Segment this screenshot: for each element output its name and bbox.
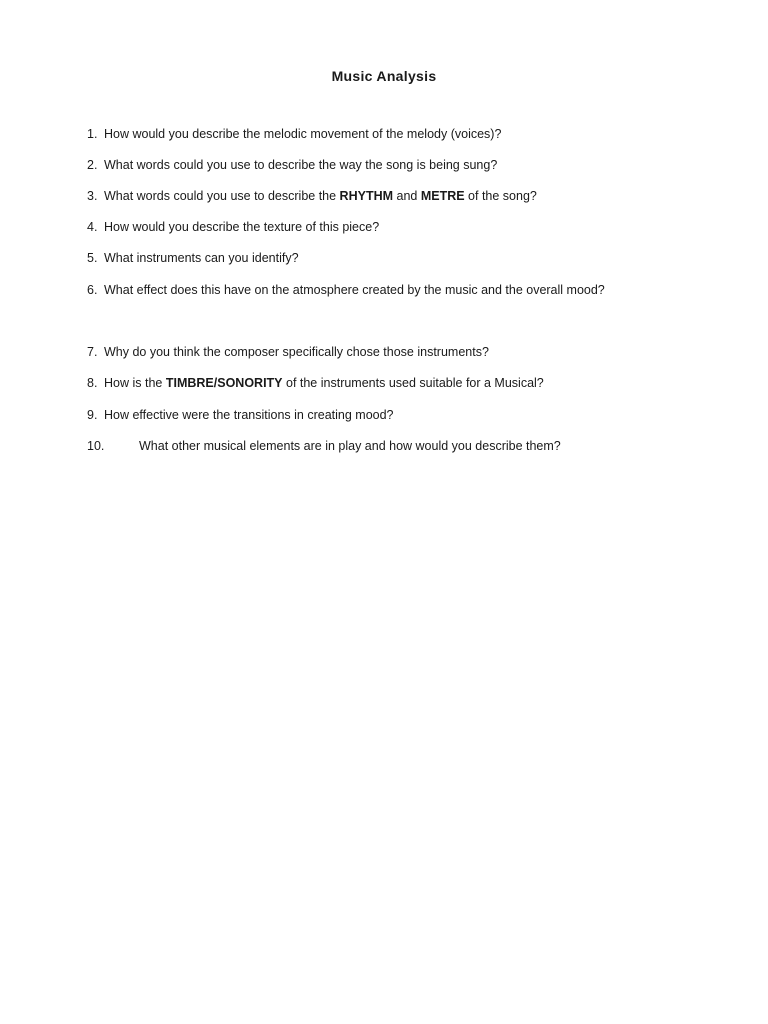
question-number: 8. xyxy=(87,376,98,390)
question-emphasis: METRE xyxy=(420,189,465,203)
question-text: of the instruments used suitable for a Musical? xyxy=(282,376,544,390)
question-emphasis: RHYTHM xyxy=(339,189,394,203)
question-number: 2. xyxy=(87,158,98,172)
question-item xyxy=(87,282,605,298)
document-title: Music Analysis xyxy=(331,68,437,84)
question-number: 4. xyxy=(87,220,98,234)
question-item xyxy=(87,157,497,173)
question-text: What effect does this have on the atmosphere created by the music and the overall mood? xyxy=(104,283,605,297)
question-text: How is the xyxy=(104,376,166,390)
question-item xyxy=(87,188,537,204)
question-item xyxy=(87,438,561,454)
question-number: 3. xyxy=(87,189,98,203)
question-text: What words could you use to describe the xyxy=(104,189,340,203)
question-number: 1. xyxy=(87,127,98,141)
question-text: Why do you think the composer specifically chose those instruments? xyxy=(104,345,489,359)
question-text: How would you describe the texture of this piece? xyxy=(104,220,380,234)
question-item xyxy=(87,219,379,235)
question-text: What words could you use to describe the way the song is being sung? xyxy=(104,158,498,172)
question-text: What other musical elements are in play and how would you describe them? xyxy=(139,439,561,453)
question-number: 9. xyxy=(87,408,98,422)
question-number: 7. xyxy=(87,345,98,359)
question-text: and xyxy=(393,189,421,203)
question-item xyxy=(87,250,299,266)
question-number: 5. xyxy=(87,251,98,265)
question-text: What instruments can you identify? xyxy=(104,251,299,265)
question-item xyxy=(87,126,501,142)
question-number: 10. xyxy=(87,439,105,453)
question-item xyxy=(87,407,394,423)
question-text: How would you describe the melodic movement of the melody (voices)? xyxy=(104,127,502,141)
question-emphasis: TIMBRE/SONORITY xyxy=(165,376,283,390)
question-item xyxy=(87,375,544,391)
question-item xyxy=(87,344,489,360)
question-text: of the song? xyxy=(464,189,537,203)
question-text: How effective were the transitions in creating mood? xyxy=(104,408,394,422)
question-number: 6. xyxy=(87,283,98,297)
